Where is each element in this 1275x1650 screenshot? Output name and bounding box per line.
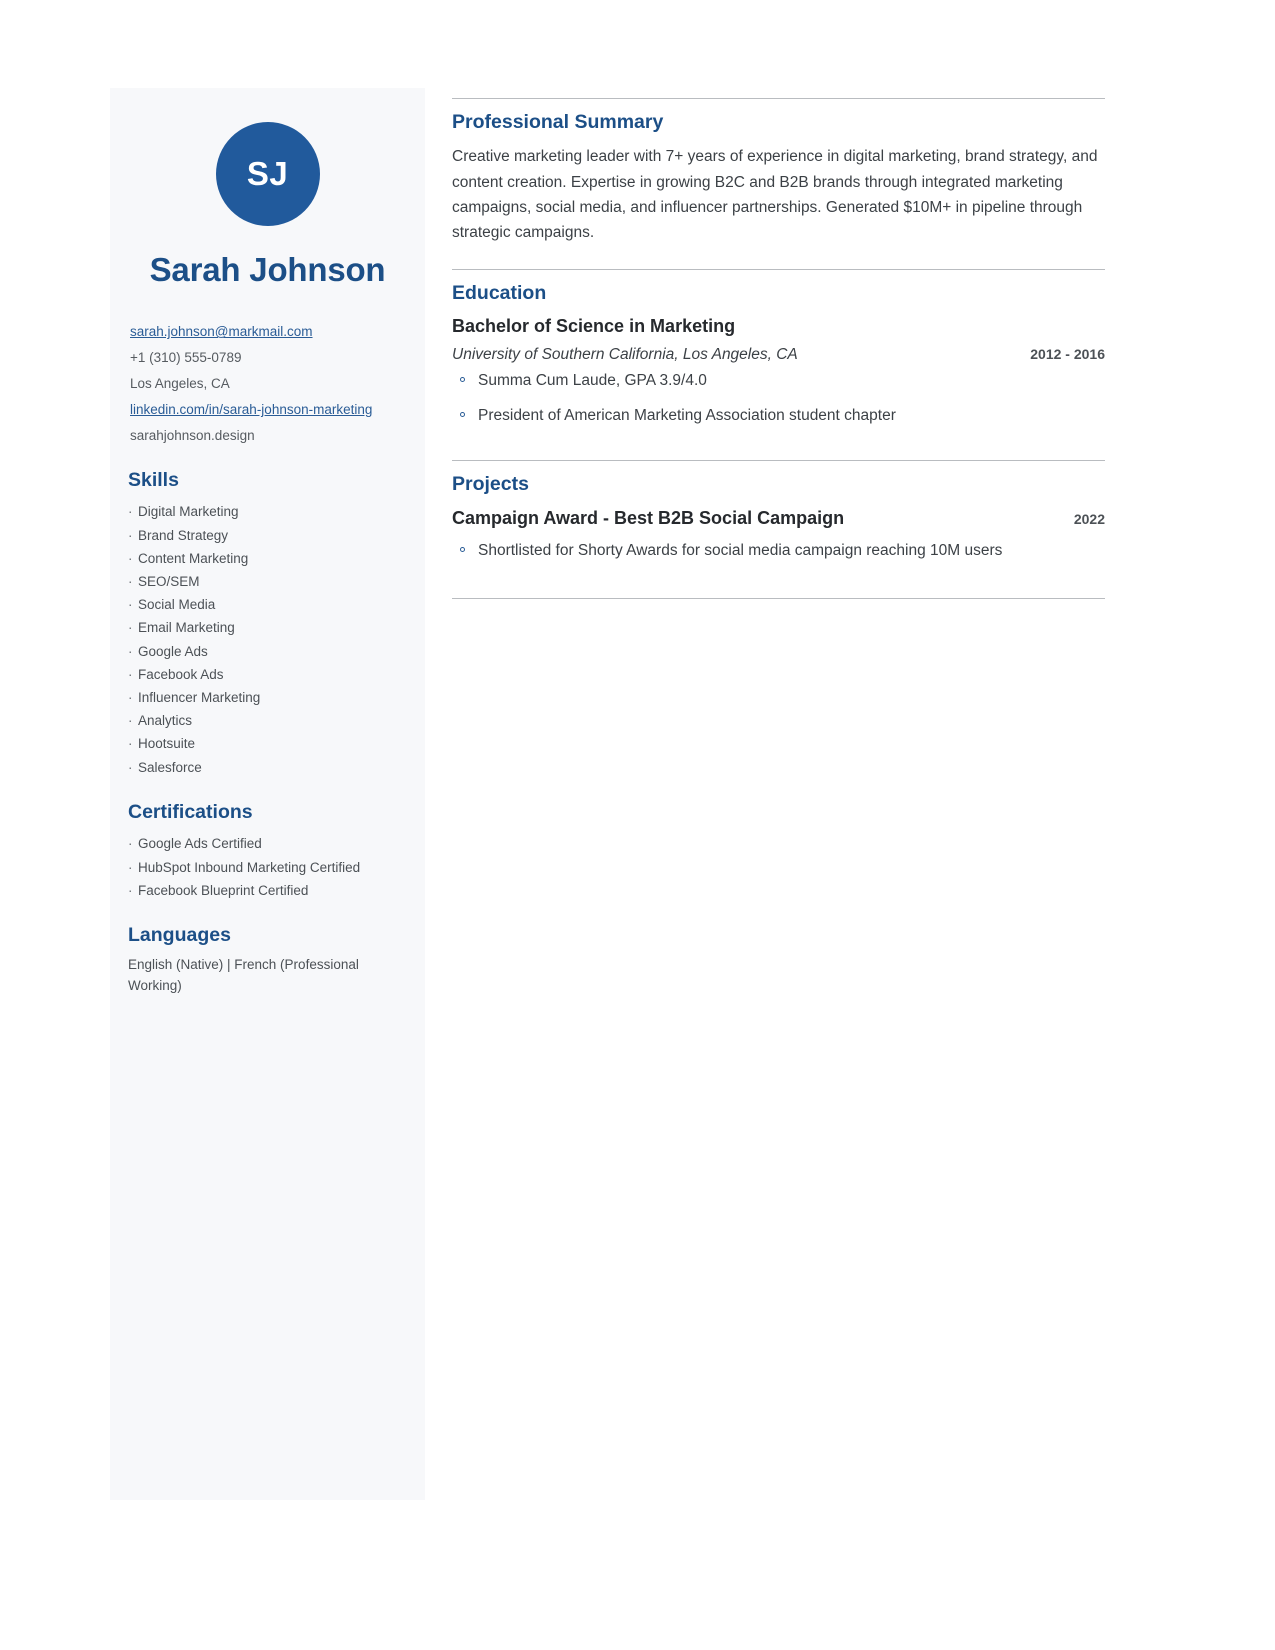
list-item: · Brand Strategy [128,524,407,547]
education-degree: Bachelor of Science in Marketing [452,316,736,337]
list-item: · Influencer Marketing [128,686,407,709]
avatar: SJ [216,122,320,226]
phone-text: +1 (310) 555-0789 [130,350,242,366]
project-title: Campaign Award - Best B2B Social Campaign [452,507,845,528]
list-item: · HubSpot Inbound Marketing Certified [128,856,407,879]
education-heading: Education [452,281,547,304]
contact-block [128,322,407,447]
list-item: · Content Marketing [128,547,407,570]
projects-heading: Projects [452,473,529,496]
skills-list [128,500,407,779]
project-year: 2022 [1073,510,1105,527]
languages-text: English (Native) | French (Professional Working) [128,957,359,993]
sidebar [110,88,425,1500]
education-meta-row [452,344,1105,366]
education-entry [452,315,1105,427]
list-item: · Analytics [128,709,407,732]
education-institution: University of Southern California, Los Angeles, CA [452,345,798,363]
project-entry [452,507,1105,563]
certifications-heading: Certifications [128,800,253,823]
list-item: · Google Ads Certified [128,832,407,855]
website-text: sarahjohnson.design [130,427,255,443]
section-projects [452,460,1105,587]
list-item: Shortlisted for Shorty Awards for social media campaign reaching 10M users [452,539,1105,563]
list-item: · Digital Marketing [128,500,407,523]
avatar-wrapper [128,122,407,226]
project-title-row [452,507,1105,535]
list-item: · Google Ads [128,640,407,663]
list-item: Summa Cum Laude, GPA 3.9/4.0 [452,369,1105,393]
section-education [452,269,1105,461]
linkedin-link[interactable]: linkedin.com/in/sarah-johnson-marketing [130,402,373,418]
summary-heading: Professional Summary [452,111,664,133]
email-link[interactable]: sarah.johnson@markmail.com [130,324,313,340]
list-item: · Hootsuite [128,732,407,755]
list-item: President of American Marketing Association student chapter [452,404,1105,428]
summary-text: Creative marketing leader with 7+ years of experience in digital marketing, brand strategy, and content creation. Expertise in growing B2C and B2B brands through integrated marketing campaigns, social media, and influencer partnerships. Generated $10M+ in pipeline through strategic campaigns. [452,148,1098,241]
languages-heading: Languages [128,923,231,946]
spacer [452,574,1105,588]
skills-heading: Skills [128,468,179,491]
list-item: · SEO/SEM [128,570,407,593]
list-item: · Facebook Ads [128,663,407,686]
main-content [452,98,1105,599]
location-text: Los Angeles, CA [130,376,230,392]
page-title: Sarah Johnson [149,251,386,288]
project-bullets [452,539,1105,563]
certifications-list [128,832,407,902]
section-divider [452,598,1105,599]
list-item: · Email Marketing [128,616,407,639]
education-bullets [452,369,1105,427]
education-dates: 2012 - 2016 [1030,345,1105,362]
section-professional-summary [452,98,1105,245]
list-item: · Social Media [128,593,407,616]
list-item: · Salesforce [128,756,407,779]
list-item: · Facebook Blueprint Certified [128,879,407,902]
spacer [452,438,1105,460]
